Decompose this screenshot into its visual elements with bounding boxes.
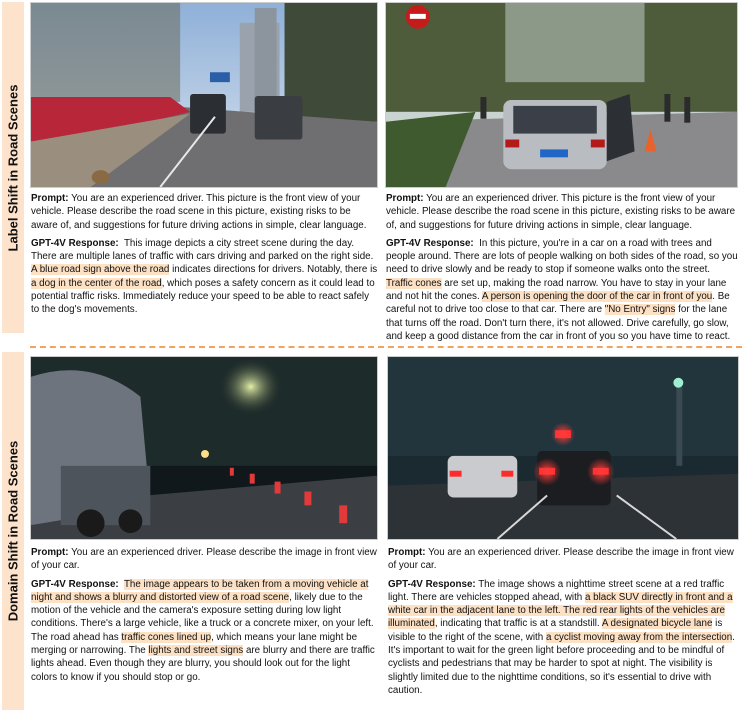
prompt-body: You are an experienced driver. This picture is the front view of your vehicle. Please describe the road scene in this picture, existing risks to be aware of, and suggestions for future driving actions in simple, clear language. xyxy=(386,193,736,231)
highlighted-phrase: a cyclist moving away from the intersection xyxy=(545,631,733,643)
response-body xyxy=(31,579,375,683)
response-segment: . It's important to wait for the green light before proceeding and to be mindful of cyclists and pedestrians that may be harder to spot at night. The visibility is slightly limited due to the nighttime conditions, so it's essential to drive with caution. xyxy=(388,631,735,696)
road-image-night-red-light xyxy=(387,356,739,540)
highlighted-phrase: traffic cones lined up xyxy=(121,631,212,643)
response-label: GPT-4V Response: xyxy=(388,578,476,590)
prompt-body: You are an experienced driver. Please describe the image in front view of your car. xyxy=(31,547,377,572)
response-body xyxy=(386,238,738,342)
domain-shift-title: Domain Shift in Road Scenes xyxy=(5,440,21,622)
response-segment: The image shows a nighttime street scene at a red traffic light. There are vehicles stopped ahead, with xyxy=(388,578,725,603)
prompt-label: Prompt: xyxy=(31,193,69,204)
response-text xyxy=(386,237,739,343)
response-segment: indicates directions for drivers. Notably, there is xyxy=(169,264,378,276)
road-image-daytime-pedestrians xyxy=(385,2,738,188)
response-segment: . Be careful not to drive too close to that car. There are xyxy=(386,291,730,316)
response-segment: , which means your lane might be merging or narrowing. The xyxy=(31,631,358,657)
prompt-body: You are an experienced driver. This picture is the front view of your vehicle. Please describe the road scene in this picture, existing risks to be aware of, and suggestions for future driving actions in simple, clear language. xyxy=(31,193,367,231)
prompt-text xyxy=(388,546,740,573)
response-label: GPT-4V Response: xyxy=(31,578,119,590)
highlighted-phrase: The image appears to be taken from a moving vehicle at night and shows a blurry and distorted view of a road scene xyxy=(31,578,369,603)
highlighted-phrase: lights and street signs xyxy=(148,645,244,657)
panel-text-4 xyxy=(388,546,740,702)
response-segment: is visible to the right of the scene, with xyxy=(388,618,723,643)
prompt-text xyxy=(386,192,739,232)
response-text xyxy=(388,578,740,698)
response-segment: In this picture, you're in a car on a road with trees and people around. There are lots of people walking on both sides of the road, so you need to drive slowly and be ready to stop if someone walks onto the street. xyxy=(386,237,738,276)
highlighted-phrase: "No Entry" signs xyxy=(604,304,676,316)
panel-text-1 xyxy=(31,192,378,322)
prompt-label: Prompt: xyxy=(388,547,426,558)
highlighted-phrase: A blue road sign above the road xyxy=(31,264,170,276)
panel-text-2 xyxy=(386,192,739,348)
response-label: GPT-4V Response: xyxy=(386,237,474,249)
panel-text-3 xyxy=(31,546,378,689)
response-segment: , likely due to the motion of the vehicle and the camera's exposure setting during low light conditions. There's a large vehicle, like a truck or a concrete mixer, on your left. The road ahead has xyxy=(31,591,374,643)
highlighted-phrase: Traffic cones xyxy=(386,277,442,289)
highlighted-phrase: a dog in the center of the road xyxy=(31,277,162,289)
response-label: GPT-4V Response: xyxy=(31,237,119,249)
response-segment: are blurry and there are traffic lights ahead. Even though they are blurry, you should look out for the light colors to know if you should stop or go. xyxy=(31,645,375,683)
highlighted-phrase: A designated bicycle lane xyxy=(601,618,713,630)
response-segment: are set up, making the road narrow. You have to stay in your lane and not hit the cones. xyxy=(386,277,727,303)
response-body xyxy=(388,579,735,696)
label-shift-title: Label Shift in Road Scenes xyxy=(5,84,21,251)
highlighted-phrase: A person is opening the door of the car in front of you xyxy=(481,291,713,303)
response-text xyxy=(31,237,378,317)
prompt-label: Prompt: xyxy=(31,547,69,558)
response-text xyxy=(31,578,378,684)
response-segment: This image depicts a city street scene during the day. There are multiple lanes of traffic with cars driving and parked on the right side. xyxy=(31,237,374,263)
prompt-text xyxy=(31,192,378,232)
road-image-daytime-dog xyxy=(30,2,378,188)
response-body xyxy=(31,238,377,315)
label-shift-band xyxy=(2,2,24,333)
domain-shift-band xyxy=(2,352,24,710)
prompt-label: Prompt: xyxy=(386,193,424,204)
response-segment: for the lane that turns off the road. Don't turn there, it's not allowed. Drive carefully, go slow, and keep a good distance from the car in front of you so you have time to react. xyxy=(386,304,731,342)
response-segment: , indicating that traffic is at a standstill. xyxy=(434,618,602,630)
highlighted-phrase: a black SUV directly in front and a white car in the adjacent lane to the left. The red rear lights of the vehicles are illuminated xyxy=(388,591,733,630)
response-segment: , which poses a safety concern as it could lead to potential traffic risks. Immediately reduce your speed to be able to react safely to the dog's movements. xyxy=(31,277,375,316)
prompt-text xyxy=(31,546,378,573)
prompt-body: You are an experienced driver. Please describe the image in front view of your car. xyxy=(388,547,734,572)
road-image-night-blurry-truck xyxy=(30,356,378,540)
